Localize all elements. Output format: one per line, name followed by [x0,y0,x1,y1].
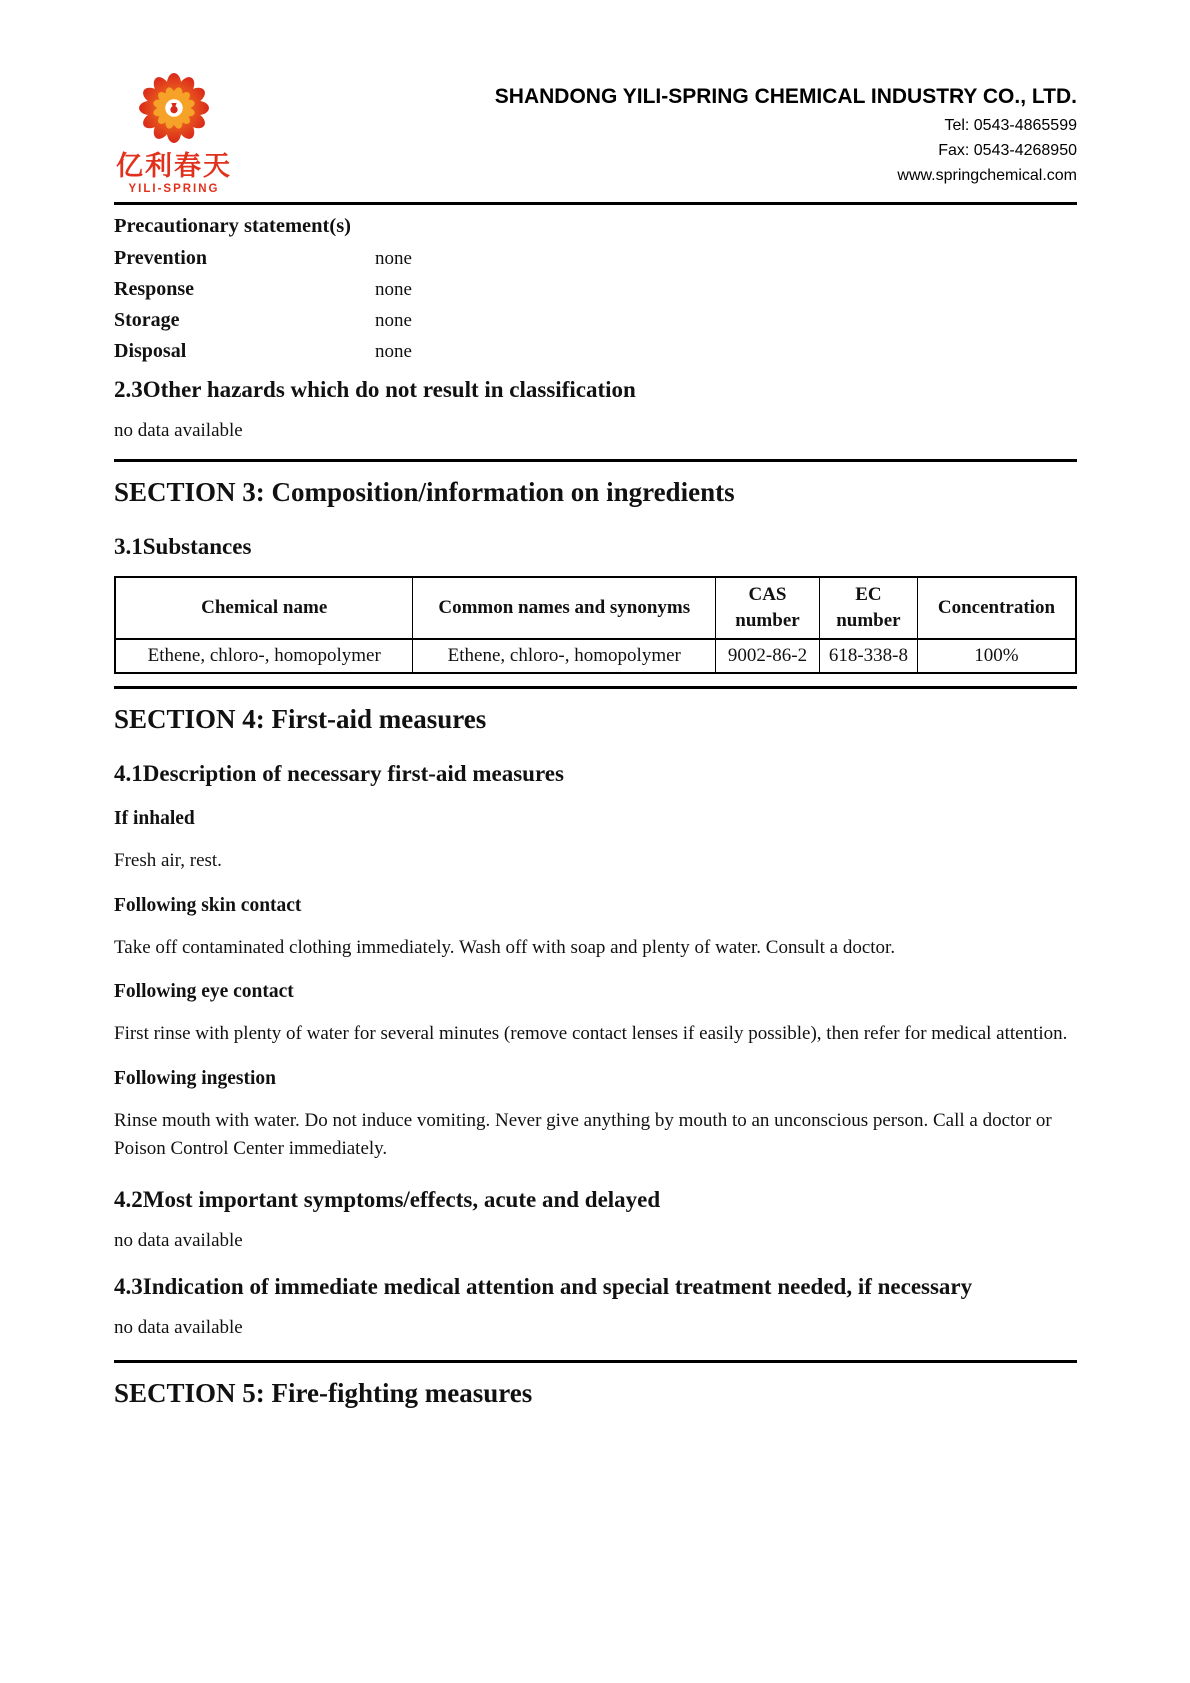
heading-4-3: 4.3Indication of immediate medical attention and special treatment needed, if necessary [114,1273,973,1299]
no-data-text: no data available [114,420,243,441]
table-header-row [115,577,1076,639]
substances-table [114,576,1077,674]
cell-ec-number: 618-338-8 [819,639,917,673]
cell-cas-number: 9002-86-2 [716,639,820,673]
precautionary-title: Precautionary statement(s) [114,215,352,237]
heading-4-2: 4.2Most important symptoms/effects, acute and delayed [114,1186,661,1212]
header-contact-block [495,84,1077,188]
precautionary-value: none [375,248,412,269]
first-aid-text: First rinse with plenty of water for several minutes (remove contact lenses if easily possible), then refer for medical attention. [114,1023,1068,1044]
precautionary-label: Response [114,278,195,300]
precautionary-row [114,278,1077,301]
section-divider [114,1360,1077,1363]
company-fax: Fax: 0543-4268950 [938,142,1077,159]
precautionary-label: Disposal [114,340,187,362]
precautionary-row [114,247,1077,270]
no-data-text: no data available [114,1229,243,1251]
section-4-heading: SECTION 4: First-aid measures [114,704,487,734]
first-aid-text: Fresh air, rest. [114,850,222,871]
precautionary-label: Storage [114,309,180,331]
company-logo [114,70,234,196]
precautionary-value: none [375,279,412,300]
company-name: SHANDONG YILI-SPRING CHEMICAL INDUSTRY CO., LTD. [494,85,1077,108]
precautionary-value: none [375,341,412,362]
company-tel: Tel: 0543-4865599 [944,117,1077,134]
section-divider [114,459,1077,462]
col-concentration: Concentration [917,577,1076,639]
precautionary-row [114,340,1077,363]
precautionary-row [114,309,1077,332]
precautionary-label: Prevention [114,247,207,269]
company-website: www.springchemical.com [897,167,1077,184]
logo-latin-name: YILI-SPRING [128,183,220,195]
no-data-text: no data available [114,1316,243,1338]
heading-2-3: 2.3Other hazards which do not result in classification [114,377,636,402]
logo-chinese-name: 亿利春天 [116,151,232,181]
heading-3-1: 3.1Substances [114,534,252,559]
document-header [114,70,1077,205]
cell-common-names: Ethene, chloro-, homopolymer [413,639,716,673]
col-ec-number: EC number [819,577,917,639]
first-aid-label: Following skin contact [114,894,302,916]
first-aid-text: Rinse mouth with water. Do not induce vomiting. Never give anything by mouth to an unconscious person. Call a doctor or Poison Control Center immediately. [114,1109,1052,1159]
first-aid-text: Take off contaminated clothing immediately. Wash off with soap and plenty of water. Consult a doctor. [114,936,896,958]
section-divider [114,686,1077,689]
first-aid-label: If inhaled [114,808,195,829]
table-row [115,639,1076,673]
first-aid-label: Following eye contact [114,981,294,1002]
section-3-heading: SECTION 3: Composition/information on ingredients [114,477,735,507]
heading-4-1: 4.1Description of necessary first-aid measures [114,761,564,786]
cell-concentration: 100% [917,639,1076,673]
col-common-names: Common names and synonyms [413,577,716,639]
section-5-heading: SECTION 5: Fire-fighting measures [114,1377,533,1408]
col-cas-number: CAS number [716,577,820,639]
logo-flower-icon [136,70,212,151]
cell-chemical-name: Ethene, chloro-, homopolymer [115,639,413,673]
col-chemical-name: Chemical name [115,577,413,639]
precautionary-value: none [375,310,412,331]
first-aid-label: Following ingestion [114,1067,276,1089]
